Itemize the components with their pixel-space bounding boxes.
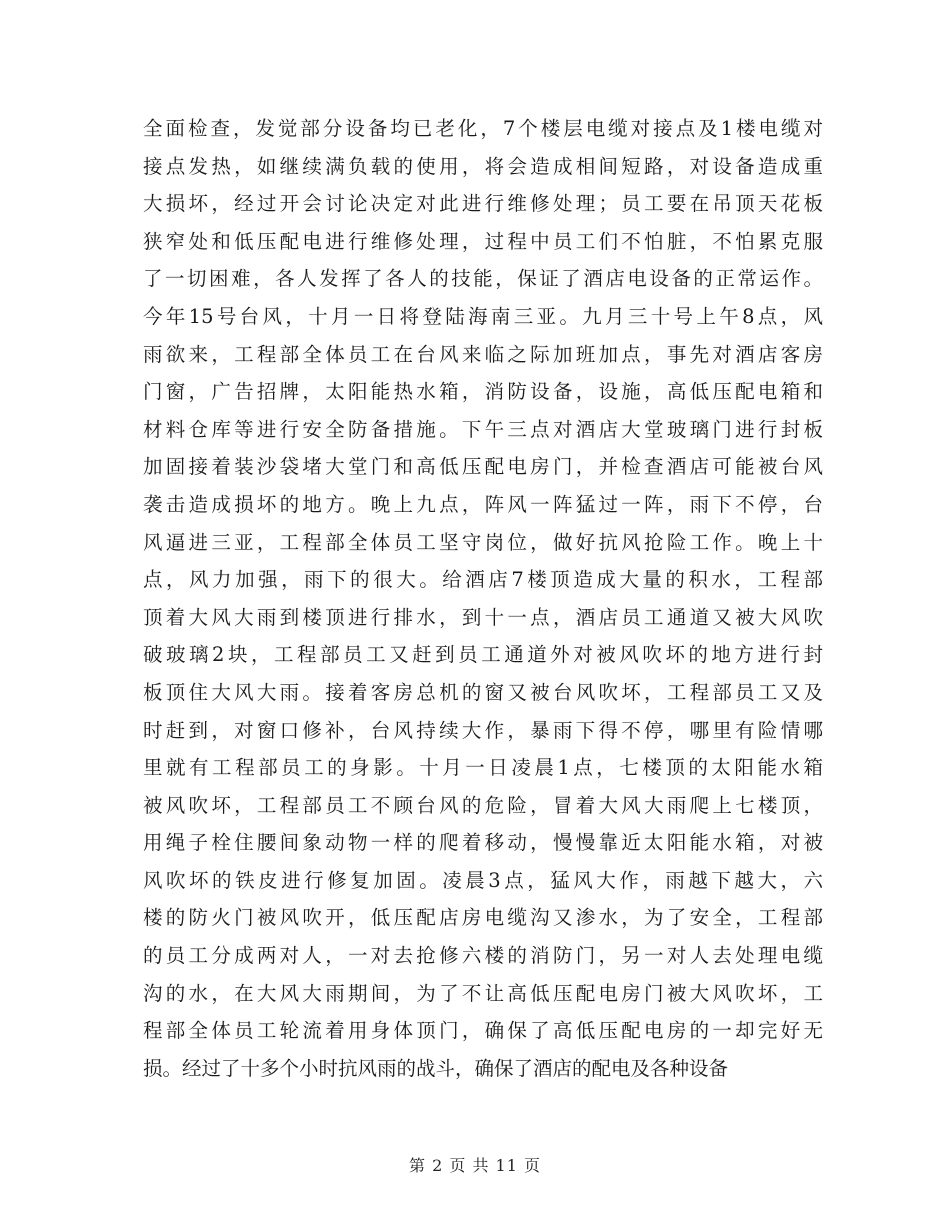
text-line: 被风吹坏，工程部员工不顾台风的危险，冒着大风大雨爬上七楼顶， (143, 793, 823, 817)
text-line: 大损坏，经过开会讨论决定对此进行维修处理；员工要在吊顶天花板 (143, 192, 823, 216)
text-line: 损。经过了十多个小时抗风雨的战斗，确保了酒店的配电及各种设备 (143, 1056, 729, 1080)
text-line: 风逼进三亚，工程部全体员工坚守岗位，做好抗风抢险工作。晚上十 (143, 530, 823, 554)
text-line: 程部全体员工轮流着用身体顶门，确保了高低压配电房的一却完好无 (143, 1019, 823, 1043)
text-line: 风吹坏的铁皮进行修复加固。凌晨3点，猛风大作，雨越下越大，六 (143, 868, 823, 892)
text-line: 今年15号台风，十月一日将登陆海南三亚。九月三十号上午8点，风 (143, 304, 823, 328)
text-line: 里就有工程部员工的身影。十月一日凌晨1点，七楼顶的太阳能水箱 (143, 756, 823, 780)
text-line: 狭窄处和低压配电进行维修处理，过程中员工们不怕脏，不怕累克服 (143, 229, 823, 253)
body-text (143, 110, 823, 1087)
text-line: 雨欲来，工程部全体员工在台风来临之际加班加点，事先对酒店客房 (143, 342, 823, 366)
page-number-footer: 第 2 页 共 11 页 (409, 1156, 541, 1175)
text-line: 材料仓库等进行安全防备措施。下午三点对酒店大堂玻璃门进行封板 (143, 417, 823, 441)
text-line: 了一切困难，各人发挥了各人的技能，保证了酒店电设备的正常运作。 (143, 267, 823, 291)
text-line: 全面检查，发觉部分设备均已老化，7个楼层电缆对接点及1楼电缆对 (143, 117, 823, 140)
text-line: 时赶到，对窗口修补，台风持续大作，暴雨下得不停，哪里有险情哪 (143, 718, 823, 742)
text-line: 用绳子栓住腰间象动物一样的爬着移动，慢慢靠近太阳能水箱，对被 (143, 831, 823, 855)
text-line: 顶着大风大雨到楼顶进行排水，到十一点，酒店员工通道又被大风吹 (143, 605, 823, 629)
text-line: 门窗，广告招牌，太阳能热水箱，消防设备，设施，高低压配电箱和 (143, 380, 823, 404)
text-line: 袭击造成损坏的地方。晚上九点，阵风一阵猛过一阵，雨下不停，台 (143, 492, 823, 516)
text-line: 加固接着装沙袋堵大堂门和高低压配电房门，并检查酒店可能被台风 (143, 455, 823, 479)
text-line: 板顶住大风大雨。接着客房总机的窗又被台风吹坏，工程部员工又及 (143, 680, 823, 704)
text-line: 的员工分成两对人，一对去抢修六楼的消防门，另一对人去处理电缆 (143, 944, 823, 968)
text-line: 楼的防火门被风吹开，低压配店房电缆沟又渗水，为了安全，工程部 (143, 906, 823, 930)
text-line: 点，风力加强，雨下的很大。给酒店7楼顶造成大量的积水，工程部 (143, 568, 823, 592)
text-line: 接点发热，如继续满负载的使用，将会造成相间短路，对设备造成重 (143, 154, 823, 178)
text-line: 沟的水，在大风大雨期间，为了不让高低压配电房门被大风吹坏，工 (143, 981, 823, 1005)
text-line: 破玻璃2块，工程部员工又赶到员工通道外对被风吹坏的地方进行封 (143, 643, 823, 667)
